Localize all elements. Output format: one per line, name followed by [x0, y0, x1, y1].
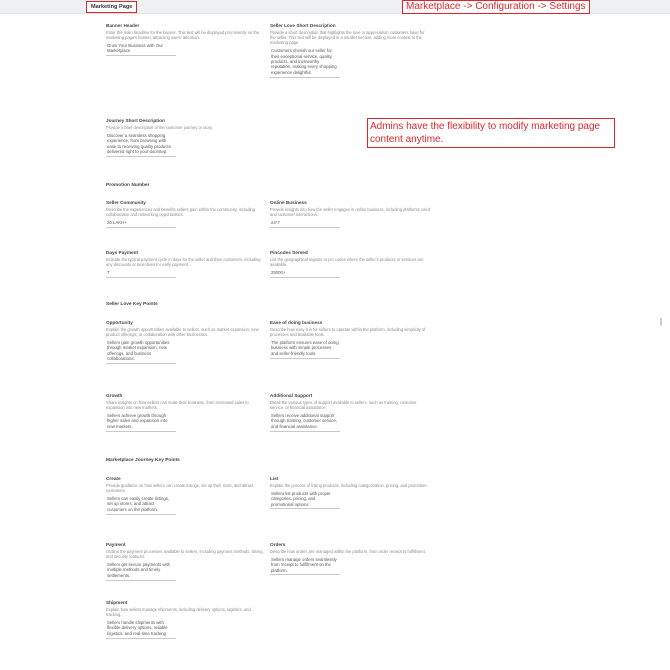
field-title: Additional Support [270, 393, 313, 398]
seller-community-field [106, 200, 266, 228]
banner-header-field [106, 23, 266, 56]
field-title: Create [106, 476, 121, 481]
field-description: Detail the various types of support available to sellers, such as training, customer service, or financial assistance. [270, 399, 417, 410]
field-description: Provide insights into how the seller engages in online business, including platforms used and customer interactions. [270, 206, 430, 217]
shipment-field [106, 600, 266, 639]
field-description: Explain how sellers manage shipments, including delivery options, logistics, and tracking. [106, 606, 251, 617]
days-payment-field [106, 250, 266, 278]
additional-support-input[interactable]: Sellers receive additional support through training, customer service, and financial assistance. [270, 412, 340, 432]
field-title: Opportunity [106, 320, 133, 325]
banner-header-input[interactable]: Grow Your Business with Our Marketplace [106, 42, 176, 56]
orders-input[interactable]: Sellers manage orders seamlessly from receipt to fulfillment on the platform. [270, 556, 340, 576]
ease-of-business-input[interactable]: The platform ensures ease of doing business with simple processes and seller-friendly tools. [270, 339, 340, 359]
growth-field [106, 393, 266, 432]
create-input[interactable]: Sellers can easily create listings, set up stores, and attract customers on the platform. [106, 495, 176, 515]
field-description: List the geographical regions or pin codes where the seller's products or services are available. [270, 256, 424, 267]
additional-support-field [270, 393, 430, 432]
field-description: Outline the payment processes available to sellers, including payment methods, timing, and security features. [106, 548, 264, 559]
field-title: Orders [270, 542, 286, 547]
online-business-input[interactable]: 24*7 [270, 219, 340, 228]
section-marketplace-journey-key-points: Marketplace Journey Key Points [106, 458, 180, 463]
field-title: Online Business [270, 200, 307, 205]
ease-of-business-field [270, 320, 430, 359]
field-description: Enter the main headline for the banner. This text will be displayed prominently on the marketing page's banner, attracting users' attention. [106, 29, 260, 40]
field-title: Journey Short Description [106, 118, 165, 123]
list-field [270, 476, 430, 509]
tab-marketing-page[interactable]: Marketing Page [86, 1, 137, 13]
orders-field [270, 542, 430, 575]
annotation-note: Admins have the flexibility to modify marketing page content anytime. [367, 118, 615, 148]
journey-short-field [106, 118, 266, 157]
field-description: Provide a short description that highlights the love or appreciation customers have for the seller. This text will be displayed in a smaller section, adding more context to the marketing page. [270, 29, 425, 45]
breadcrumb-annotation: Marketplace -> Configuration -> Settings [402, 0, 590, 14]
field-title: Days Payment [106, 250, 139, 255]
field-description: Describe how easy it is for sellers to operate within the platform, including simplicity of processes and available tools. [270, 326, 426, 337]
field-description: Share insights on how sellers can scale their business, from increased sales to expansion into new markets. [106, 399, 249, 410]
field-title: Ease of doing business [270, 320, 323, 325]
field-title: Seller Community [106, 200, 146, 205]
opportunity-field [106, 320, 266, 364]
field-title: List [270, 476, 279, 481]
field-description: Indicate the typical payment cycle in days for the seller and their customers, including any discounts or incentives for early payment. [106, 256, 261, 267]
seller-love-short-field [270, 23, 430, 78]
field-description: Provide guidance on how sellers can create listings, set up their store, and attract customers. [106, 482, 254, 493]
field-description: Describe how orders are managed within the platform, from order receipt to fulfillment. [270, 548, 426, 554]
field-title: Pincodes Served [270, 250, 308, 255]
seller-love-short-input[interactable]: Customers cherish our seller for their exceptional service, quality products, and trustworthy reputation, making every shopping experience delightful. [270, 47, 340, 78]
pincodes-served-input[interactable]: 25000+ [270, 269, 340, 278]
opportunity-input[interactable]: Sellers gain growth opportunities through market expansion, new offerings, and business collaborations. [106, 339, 176, 364]
payment-input[interactable]: Sellers get secure payments with multiple methods and timely settlements. [106, 561, 176, 581]
journey-short-input[interactable]: Discover a seamless shopping experience, from browsing with ease to receiving quality products delivered right to your doorstep. [106, 132, 176, 157]
field-title: Banner Header [106, 23, 140, 28]
field-description: Describe the experiences and benefits sellers gain within the community, including collaboration and networking opportunities. [106, 206, 255, 217]
section-promotion-number: Promotion Number [106, 183, 150, 188]
payment-field [106, 542, 266, 581]
field-description: Explain the growth opportunities available to sellers, such as market expansion, new product offerings, or collaboration with other businesses. [106, 326, 259, 337]
growth-input[interactable]: Sellers achieve growth through higher sales and expansion into new markets. [106, 412, 176, 432]
pincodes-served-field [270, 250, 430, 278]
create-field [106, 476, 266, 515]
field-title: Seller Love Short Description [270, 23, 336, 28]
field-title: Growth [106, 393, 123, 398]
field-title: Shipment [106, 600, 128, 605]
shipment-input[interactable]: Sellers handle shipments with flexible delivery options, reliable logistics, and real-time tracking. [106, 619, 176, 639]
field-description: Explain the process of listing products, including categorization, pricing, and promotion. [270, 482, 428, 488]
field-description: Provide a brief description of the customer journey or story. [106, 124, 213, 130]
list-input[interactable]: Sellers list products with proper categories, pricing, and promotional options. [270, 490, 340, 510]
field-title: Payment [106, 542, 126, 547]
scrollbar-marker[interactable] [660, 318, 662, 326]
seller-community-input[interactable]: 20 LAKH+ [106, 219, 176, 228]
online-business-field [270, 200, 430, 228]
section-seller-love-key-points: Seller Love Key Points [106, 302, 158, 307]
days-payment-input[interactable]: 7 [106, 269, 176, 278]
